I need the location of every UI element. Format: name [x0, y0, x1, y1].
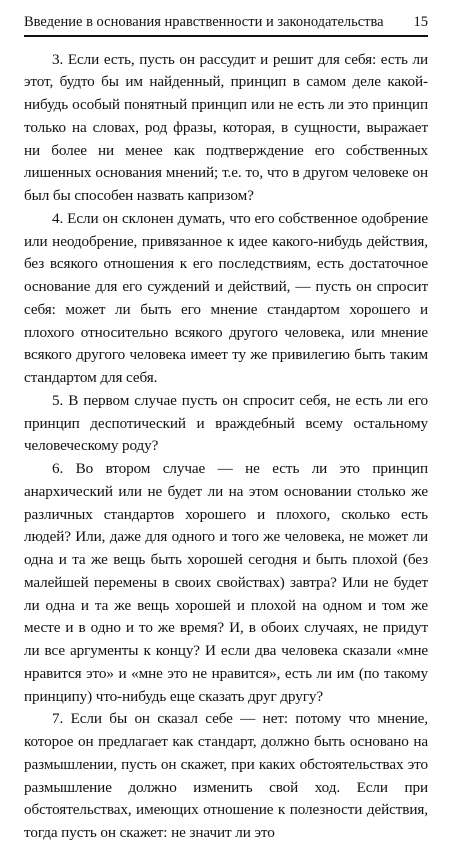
paragraph-5: 5. В первом случае пусть он спросит себя, не есть ли его принцип деспотический и враждебный всему остальному человеческому роду?	[24, 391, 428, 455]
header-rule	[24, 35, 428, 37]
paragraph-7: 7. Если бы он сказал себе — нет: потому что мнение, которое он предлагает как стандарт, должно быть основано на размышлении, пусть он скажет, при каких обстоятельствах это размышление должно изменить свой ход. Если при обстоятельствах, имеющих отношение к полезности действия, тогда пусть он скажет: не значит ли это	[24, 710, 428, 841]
running-header	[24, 12, 428, 32]
page-number: 15	[413, 14, 428, 30]
paragraph-4: 4. Если он склонен думать, что его собственное одобрение или неодобрение, привязанное к идее какого-нибудь действия, без всякого отношения к его последствиям, есть достаточное основание для его суждений и действий, — пусть он спросит себя: может ли быть его мнение стандартом хорошего и плохого относительно всякого другого человека, или мнение всякого другого человека имеет ту же привилегию быть таким стандартом для себя.	[24, 209, 428, 386]
body-text	[24, 49, 428, 845]
running-title: Введение в основания нравственности и законодательства	[24, 14, 384, 30]
paragraph-3: 3. Если есть, пусть он рассудит и решит для себя: есть ли этот, будто бы им найденный, принцип в самом деле какой-нибудь особый понятный принцип или не есть ли это принцип только на словах, род фразы, которая, в сущности, выражает ни более ни менее как подтверждение его собственных лишенных основания мнений; т.е. то, что в другом человеке он был бы способен назвать капризом?	[24, 50, 428, 204]
paragraph-6: 6. Во втором случае — не есть ли это принцип анархический или не будет ли на этом основании столько же различных стандартов хорошего и плохого, сколько есть людей? Или, даже для одного и того же человека, не может ли одна и та же вещь быть хорошей сегодня и быть плохой (без малейшей перемены в своих свойствах) завтра? Или не будет ли одна и та же вещь хорошей и плохой на одном и том же месте и в одно и то же время? И, в обоих случаях, не придут ли все аргументы к концу? И если два человека сказали «мне нравится это» и «мне это не нравится», есть ли им (по такому принципу) что-нибудь еще сказать друг другу?	[24, 460, 428, 705]
